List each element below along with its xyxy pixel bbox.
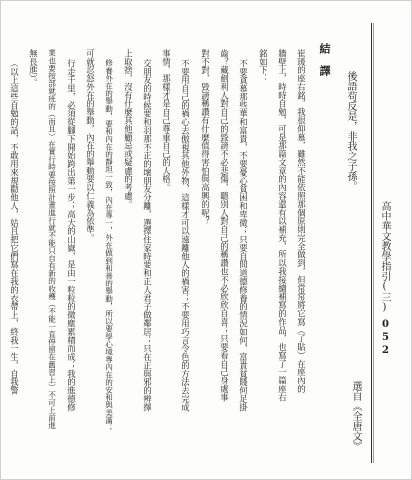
body-column: 事情，那樣才是自己尊重自己的人格。 xyxy=(161,49,172,192)
body-column: 上取捨，沒有什麼其他顧忌或疑慮的考慮。 xyxy=(123,49,134,209)
margin-rule xyxy=(371,23,372,463)
margin-rule-secondary xyxy=(373,23,374,463)
body-column: 對不對，毀謗稱讚有什麼值得害怕與高興的呢？ xyxy=(200,49,211,226)
body-column: 不要貪慕那些華和富貴，不要憂心貧困和卑微；只要自問道德修養的情況如何，富貴貧賤何足掛 xyxy=(238,59,249,412)
book-title: 高中華文教學指引(三) xyxy=(379,201,390,313)
section-title: 結 譯 xyxy=(318,43,331,76)
body-column: 修養外在的舉動，要和內在的靜坦一致，內在專一，外在做到和善的舉動，所以要學心境專內在的安和與美滿； xyxy=(104,59,114,432)
body-column: 無長進）。 xyxy=(28,49,39,87)
citation: 選自《全唐文》 xyxy=(350,381,361,451)
body-column: 牆壁上，時時自勉，可是那篇文章的內容還有以補充，所以我接續補寫的作品，也寫了一篇座右 xyxy=(277,49,288,402)
body-column: 銘如下： xyxy=(258,49,269,83)
quote-line: 後語苟反是，非我之子孫。 xyxy=(345,71,356,191)
body-column: 齒？藏劍利人對自己的毀謗不必悲傷，聽別人對自己的稱讚也不必欣欣自喜；只要看自己身處事 xyxy=(219,49,230,402)
body-column: 不要用自己的禍心去傲視其他外物，這樣才可以遠離他人的禍害；不要用巧言令色的方法去完成 xyxy=(180,59,191,412)
page-number: 052 xyxy=(380,319,391,358)
body-column: 崔瑗的座右銘，我很仰慕，雖然不能依照那個原則完全做到，但常常將它寫（了貼）在座內的 xyxy=(296,49,307,393)
body-column: 可就忍怒外在的舉動，內在的舉動要以仁義為依準。 xyxy=(85,49,96,242)
body-column: 業也要按部就班的（而且）在實行時要按照計畫進行就不能只自有新的收穫（不能一直停留在舊習上）不可上前進 xyxy=(47,49,57,429)
body-column: （以上這些自勉的話，不敢用來規勸他人，姑且把它們寫在我的衣帶上，終我一生，自我警 xyxy=(9,59,20,395)
body-column: 交朋友的時候要和羽那不正的壞朋友分離，選擇住家時要和正人君子做鄰居；只在正與邪的辨擇 xyxy=(142,59,153,412)
body-column: 行走千里，必須從腳下開始跨出第一步；高大的山嶽，是由一粒粒的微塵累積而成；我的進德修 xyxy=(66,59,77,412)
